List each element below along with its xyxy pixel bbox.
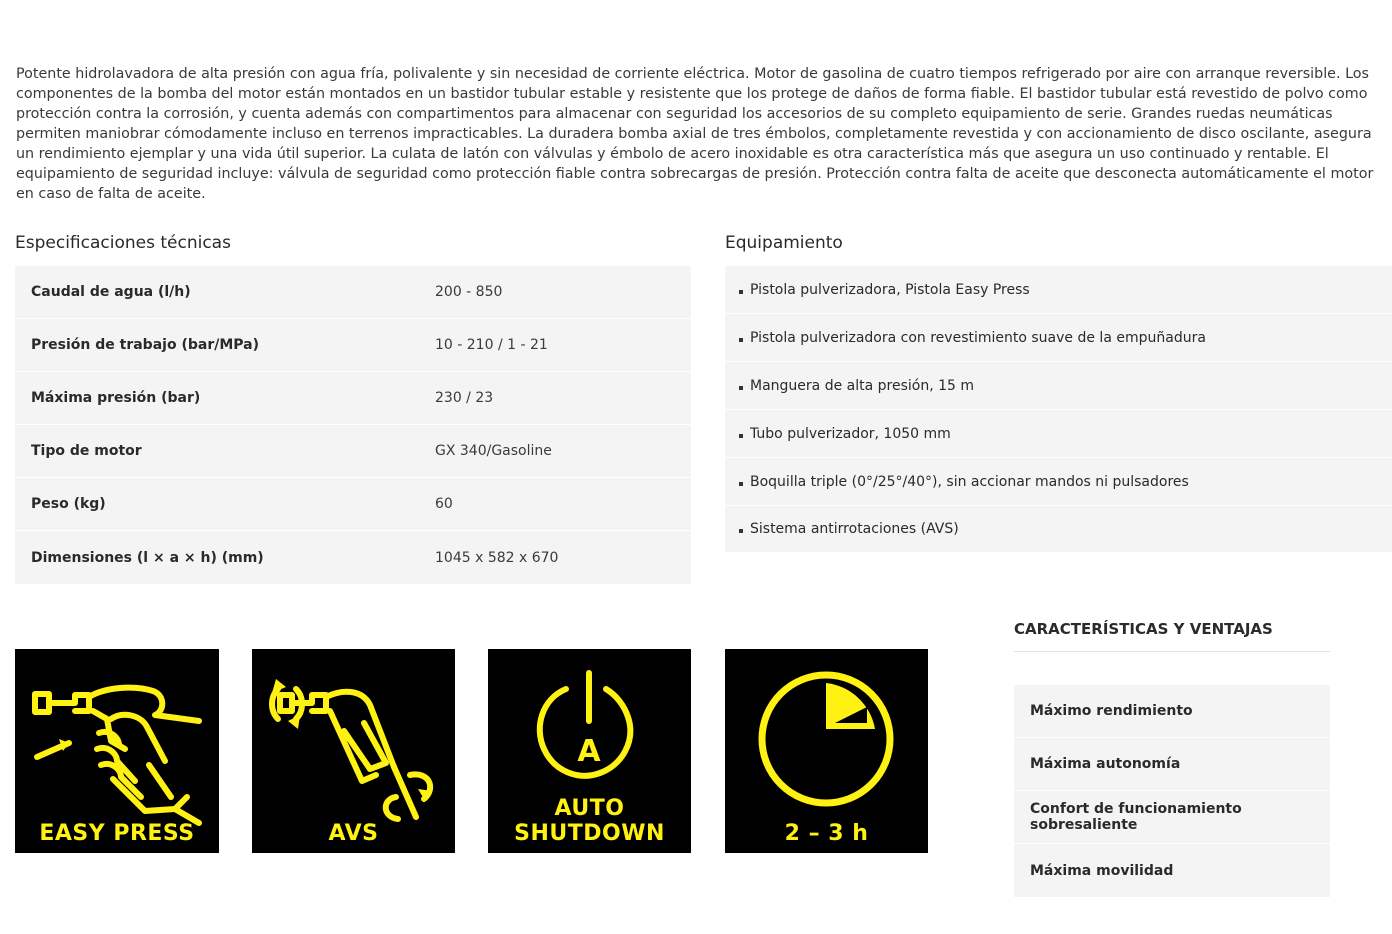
- runtime-tile: [725, 649, 928, 853]
- bullet-icon: [739, 338, 743, 342]
- avs-label: AVS: [328, 821, 379, 846]
- specs-title: Especificaciones técnicas: [15, 233, 231, 253]
- specs-table: [15, 266, 691, 584]
- spec-value: 1045 x 582 x 670: [435, 549, 559, 566]
- bullet-icon: [739, 482, 743, 486]
- feature-item: Máximo rendimiento: [1014, 685, 1330, 738]
- easy-press-tile: [15, 649, 219, 853]
- spec-row: [15, 319, 691, 372]
- spec-row: [15, 425, 691, 478]
- feature-item: Máxima movilidad: [1030, 862, 1174, 879]
- list-item: [725, 410, 1392, 458]
- spec-value: 60: [435, 496, 453, 512]
- equipment-item-label: Pistola pulverizadora, Pistola Easy Press: [750, 281, 1030, 298]
- spec-label: Peso (kg): [31, 496, 106, 512]
- spec-value: 10 - 210 / 1 - 21: [435, 337, 548, 353]
- spec-label: Máxima presión (bar): [31, 390, 201, 406]
- spec-row: [15, 266, 691, 319]
- list-item: [725, 362, 1392, 410]
- equipment-item-label: Tubo pulverizador, 1050 mm: [750, 425, 951, 442]
- easy-press-label: EASY PRESS: [39, 821, 195, 846]
- features-list: [1014, 685, 1330, 897]
- feature-item: Confort de funcionamiento sobresaliente: [1014, 791, 1330, 844]
- spec-value: GX 340/Gasoline: [435, 443, 552, 459]
- auto-shutdown-tile: [488, 649, 691, 853]
- bullet-icon: [739, 434, 743, 438]
- runtime-label: 2 – 3 h: [784, 821, 869, 846]
- spec-label: Dimensiones (l × a × h) (mm): [31, 549, 264, 566]
- power-letter: A: [577, 734, 601, 769]
- equipment-item-label: Pistola pulverizadora con revestimiento suave de la empuñadura: [750, 329, 1206, 346]
- features-title: CARACTERÍSTICAS Y VENTAJAS: [1014, 620, 1330, 652]
- bullet-icon: [739, 290, 743, 294]
- feature-item: Máxima autonomía: [1014, 738, 1330, 791]
- equipment-list: [725, 266, 1392, 552]
- equipment-item-label: Sistema antirrotaciones (AVS): [750, 521, 959, 537]
- spec-row: [15, 531, 691, 584]
- spec-label: Tipo de motor: [31, 443, 142, 459]
- spec-row: [15, 372, 691, 425]
- equipment-title: Equipamiento: [725, 233, 843, 253]
- auto-shutdown-label: [488, 796, 691, 846]
- bullet-icon: [739, 529, 743, 533]
- spec-row: [15, 478, 691, 531]
- spec-label: Presión de trabajo (bar/MPa): [31, 337, 259, 353]
- list-item: [725, 266, 1392, 314]
- list-item: [725, 458, 1392, 506]
- equipment-item-label: Manguera de alta presión, 15 m: [750, 377, 974, 394]
- product-description: Potente hidrolavadora de alta presión con agua fría, polivalente y sin necesidad de corriente eléctrica. Motor de gasolina de cuatro tiempos refrigerado por aire con arranque reversible. Los componentes de la bomba del motor están montados en un bastidor tubular estable y resistente que los protege de daños de forma fiable. El bastidor tubular está revestido de polvo como protección contra la corrosión, y cuenta además con compartimentos para almacenar con seguridad los accesorios de su completo equipamiento de serie. Grandes ruedas neumáticas permiten maniobrar cómodamente incluso en terrenos impracticables. La duradera bomba axial de tres émbolos, completamente revestida y con accionamiento de disco oscilante, asegura un rendimiento ejemplar y una vida útil superior. La culata de latón con válvulas y émbolo de acero inoxidable es otra característica más que asegura un uso continuado y rentable. El equipamiento de seguridad incluye: válvula de seguridad como protección fiable contra sobrecargas de presión. Protección contra falta de aceite que desconecta automáticamente el motor en caso de falta de aceite.: [16, 66, 1374, 202]
- list-item: [725, 506, 1392, 552]
- list-item: [725, 314, 1392, 362]
- auto-label-line1: AUTO: [554, 796, 625, 821]
- avs-tile: [252, 649, 455, 853]
- bullet-icon: [739, 386, 743, 390]
- auto-label-line2: SHUTDOWN: [514, 821, 665, 846]
- spec-label: Caudal de agua (l/h): [31, 284, 191, 300]
- spec-value: 230 / 23: [435, 390, 494, 406]
- equipment-item-label: Boquilla triple (0°/25°/40°), sin accionar mandos ni pulsadores: [750, 473, 1189, 490]
- spec-value: 200 - 850: [435, 284, 503, 300]
